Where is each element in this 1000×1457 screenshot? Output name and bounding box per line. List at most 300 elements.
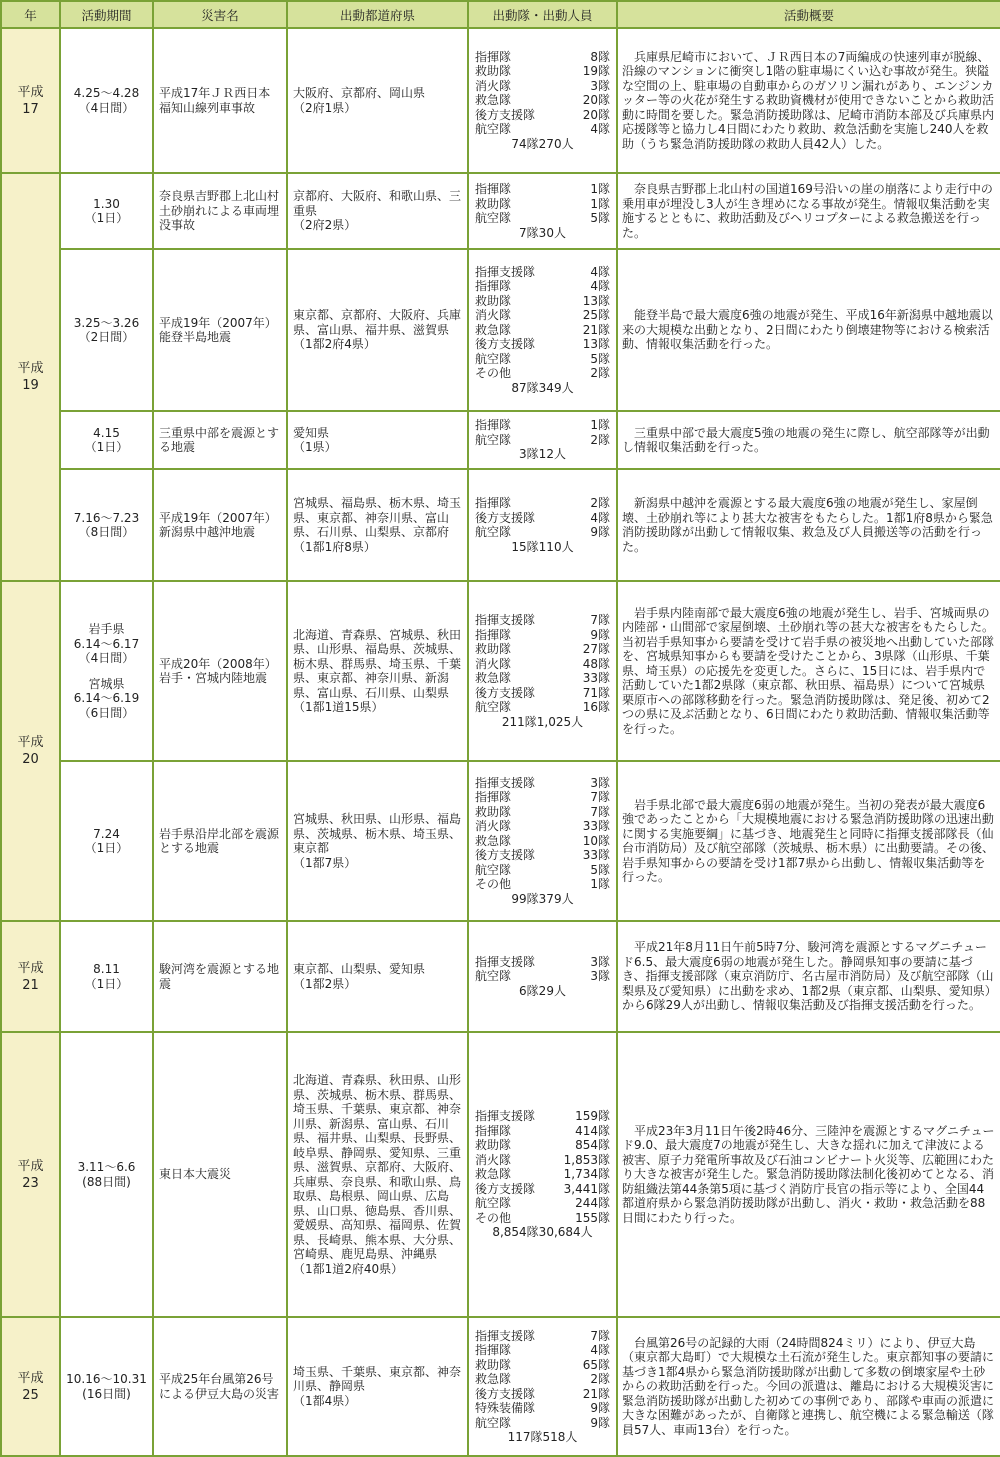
force-count: 65隊 [582, 1357, 610, 1372]
overview-text: 岩手県北部で最大震度6弱の地震が発生。当初の発表が最大震度6強であったことから「大規模地震における緊急消防援助隊の迅速出動に関する実施要綱」に基づき、地震発生と同時に指揮支援部隊長（仙台市消防局）及び航空部隊（茨城県、栃木県）に出動要請。その後、岩手県知事からの要請を受け1都7県から出動し、情報収集活動等を行った。 [617, 761, 1000, 921]
force-count: 21隊 [582, 1386, 610, 1401]
period-text: 7.24 [93, 826, 120, 841]
force-line [475, 686, 610, 701]
disaster-name: 平成17年ＪＲ西日本福知山線列車事故 [153, 28, 287, 173]
force-total: 117隊518人 [507, 1430, 578, 1444]
period-cell [60, 411, 153, 469]
prefectures-cell [287, 249, 468, 411]
force-line [475, 819, 610, 834]
force-type: 航空隊 [475, 351, 512, 366]
table-row [1, 1032, 1000, 1317]
force-count: 20隊 [582, 107, 610, 122]
force-line [475, 79, 610, 94]
force-count: 10隊 [582, 833, 610, 848]
forces-cell [468, 1317, 617, 1456]
force-type: 救助隊 [475, 642, 512, 656]
force-line [475, 955, 610, 970]
force-type: 指揮支援隊 [475, 613, 536, 627]
period-text: 1.30 [93, 196, 120, 211]
year-cell [1, 1317, 60, 1456]
year-cell [1, 581, 60, 921]
year-text: 23 [22, 1175, 39, 1191]
period-text: 8.11 [93, 962, 120, 976]
year-cell [1, 28, 60, 173]
prefectures-cell [287, 921, 468, 1032]
period-text: 4.25～4.28 [73, 86, 140, 100]
period-text: （2日間） [78, 330, 135, 344]
table-row [1, 411, 1000, 469]
force-count: 3隊 [590, 969, 610, 984]
force-line [475, 642, 610, 657]
force-line [475, 1124, 610, 1139]
force-line [475, 1211, 610, 1226]
force-type: 特殊装備隊 [475, 1401, 536, 1415]
force-type: 航空隊 [475, 211, 512, 225]
table-row [1, 921, 1000, 1032]
force-type: 指揮支援隊 [475, 954, 536, 969]
table-row [1, 469, 1000, 581]
force-count: 3隊 [590, 775, 610, 790]
force-type: 指揮隊 [475, 496, 512, 510]
period-text: （4日間） [78, 651, 135, 665]
force-line [475, 308, 610, 323]
force-line [475, 496, 610, 511]
force-count: 13隊 [582, 293, 610, 308]
force-type: 救助隊 [475, 1138, 512, 1153]
forces-cell [468, 173, 617, 249]
overview-text: 平成21年8月11日午前5時7分、駿河湾を震源とするマグニチュード6.5、最大震度6弱の地震が発生した。静岡県知事の要請に基づき、指揮支援部隊（東京消防庁、名古屋市消防局）及び航空部隊（山梨県及び愛知県）に出動を求め、1都2県（東京都、山梨県、愛知県）から6隊29人が出動し、情報収集活動及び指揮支援活動を行った。 [617, 921, 1000, 1032]
force-line [475, 418, 610, 433]
force-line [475, 877, 610, 892]
force-type: 指揮隊 [475, 1343, 512, 1357]
prefectures-cell [287, 411, 468, 469]
force-line [475, 1416, 610, 1431]
forces-cell [468, 411, 617, 469]
force-type: 救急隊 [475, 1372, 512, 1386]
table-row [1, 761, 1000, 921]
force-count: 5隊 [590, 351, 610, 366]
prefecture-list: 大阪府、京都府、岡山県 [293, 86, 426, 100]
disaster-name: 平成25年台風第26号による伊豆大島の災害 [153, 1317, 287, 1456]
force-count: 2隊 [590, 496, 610, 510]
force-type: 指揮支援隊 [475, 1328, 536, 1343]
force-line [475, 108, 610, 123]
prefecture-list: 埼玉県、千葉県、東京都、神奈川県、静岡県 [293, 1364, 462, 1394]
period-text: （1日） [84, 976, 129, 991]
year-cell [1, 173, 60, 581]
force-line [475, 525, 610, 540]
force-count: 4隊 [590, 264, 610, 279]
force-type: 後方支援隊 [475, 685, 536, 700]
period-text: （1日） [84, 440, 129, 454]
period-text: （8日間） [78, 525, 135, 539]
forces-cell [468, 469, 617, 581]
force-count: 1隊 [590, 182, 610, 196]
period-text: （6日間） [78, 705, 135, 720]
force-count: 1隊 [590, 418, 610, 433]
forces-cell [468, 581, 617, 761]
table-row [1, 249, 1000, 411]
prefecture-count: （1都1府8県） [293, 539, 376, 554]
force-type: 指揮隊 [475, 279, 512, 294]
period-text: 10.16～10.31 [66, 1372, 147, 1386]
year-cell [1, 1032, 60, 1317]
force-line [475, 1167, 610, 1182]
forces-cell [468, 249, 617, 411]
header-prefectures: 出動都道府県 [287, 1, 468, 28]
force-type: 救助隊 [475, 293, 512, 308]
force-type: その他 [475, 366, 512, 381]
force-line [475, 1182, 610, 1197]
disaster-name: 平成19年（2007年）能登半島地震 [153, 249, 287, 411]
force-type: 消火隊 [475, 819, 512, 834]
prefecture-count: （1都1道15県） [293, 700, 384, 714]
force-count: 1隊 [590, 196, 610, 211]
year-text: 19 [22, 378, 39, 393]
force-count: 7隊 [590, 804, 610, 819]
table-row [1, 28, 1000, 173]
force-line [475, 1387, 610, 1402]
force-total: 7隊30人 [519, 225, 566, 240]
force-type: 消火隊 [475, 308, 512, 323]
force-line [475, 93, 610, 108]
period-text: 6.14～6.19 [73, 691, 140, 705]
force-type: 救急隊 [475, 322, 512, 337]
force-count: 2隊 [590, 432, 610, 447]
disaster-name: 駿河湾を震源とする地震 [153, 921, 287, 1032]
header-period: 活動期間 [60, 1, 153, 28]
year-text: 平成 [17, 361, 44, 376]
force-count: 2隊 [590, 1372, 610, 1386]
force-line [475, 848, 610, 863]
period-cell [60, 469, 153, 581]
prefecture-list: 宮城県、福島県、栃木県、埼玉県、東京都、神奈川県、富山県、石川県、山梨県、京都府 [293, 496, 462, 539]
force-total: 3隊12人 [519, 447, 566, 462]
force-count: 4隊 [590, 1343, 610, 1357]
force-line [475, 790, 610, 805]
force-count: 25隊 [582, 308, 610, 323]
force-type: 後方支援隊 [475, 848, 536, 863]
year-text: 21 [22, 977, 39, 993]
force-type: 救助隊 [475, 804, 512, 819]
force-type: 救急隊 [475, 93, 512, 108]
force-line [475, 628, 610, 643]
overview-text: 新潟県中越沖を震源とする最大震度6強の地震が発生し、家屋倒壊、土砂崩れ等により甚大な被害をもたらした。1都1府8県から緊急消防援助隊が出動して情報収集、救急及び人員搬送等の活動を行った。 [617, 469, 1000, 581]
forces-cell [468, 761, 617, 921]
force-total: 211隊1,025人 [501, 714, 584, 729]
prefectures-cell [287, 173, 468, 249]
period-cell [60, 1317, 153, 1456]
force-type: 航空隊 [475, 432, 512, 447]
force-line [475, 613, 610, 628]
period-text: （1日） [84, 211, 129, 225]
period-cell [60, 249, 153, 411]
period-text: 岩手県 [88, 622, 125, 636]
year-text: 平成 [17, 84, 44, 100]
force-count: 3隊 [590, 78, 610, 93]
force-count: 7隊 [590, 1328, 610, 1343]
force-count: 5隊 [590, 862, 610, 877]
force-line [475, 1196, 610, 1211]
force-count: 33隊 [582, 671, 610, 685]
force-type: 航空隊 [475, 700, 512, 714]
prefecture-count: （2府1県） [293, 100, 357, 115]
force-line [475, 323, 610, 338]
overview-text: 平成23年3月11日午後2時46分、三陸沖を震源とするマグニチュード9.0、最大震度7の地震が発生し、大きな揺れに加えて津波による被害、原子力発電所事故及び石油コンビナート火災等、広範囲にわたり大きな被害が発生した。緊急消防援助隊法制化後初めてとなる、消防組織法第44条第5項に基づく消防庁長官の指示等により、全国44都道府県から緊急消防援助隊が出動し、消火・救助・救急活動を88日間にわたり行った。 [617, 1032, 1000, 1317]
disaster-name: 三重県中部を震源とする地震 [153, 411, 287, 469]
period-cell [60, 921, 153, 1032]
period-text: (88日間) [82, 1174, 131, 1189]
force-type: 後方支援隊 [475, 1386, 536, 1401]
overview-text: 奈良県吉野郡上北山村の国道169号沿いの崖の崩落により走行中の乗用車が埋没し3人が生き埋めになる事故が発生。情報収集活動を実施するとともに、救助活動及びヘリコプターによる救急搬送を行った。 [617, 173, 1000, 249]
prefectures-cell [287, 581, 468, 761]
force-type: 航空隊 [475, 1196, 512, 1211]
header-overview: 活動概要 [617, 1, 1000, 28]
prefecture-count: （1都2府4県） [293, 337, 376, 352]
prefecture-list: 京都府、大阪府、和歌山県、三重県 [293, 189, 462, 218]
force-total: 74隊270人 [511, 136, 574, 151]
period-text: 3.25～3.26 [73, 315, 140, 330]
period-text: 7.16～7.23 [73, 510, 140, 525]
table-header [1, 1, 1000, 28]
period-cell [60, 173, 153, 249]
force-type: 後方支援隊 [475, 107, 536, 122]
period-cell [60, 581, 153, 761]
force-count: 414隊 [575, 1123, 610, 1138]
overview-text: 三重県中部で最大震度5強の地震の発生に際し、航空部隊等が出動し情報収集活動を行った。 [617, 411, 1000, 469]
force-count: 13隊 [582, 337, 610, 352]
force-type: 航空隊 [475, 122, 512, 137]
force-count: 854隊 [575, 1138, 610, 1153]
prefecture-list: 愛知県 [293, 425, 330, 440]
force-line [475, 122, 610, 137]
prefectures-cell [287, 1032, 468, 1317]
force-count: 48隊 [582, 656, 610, 671]
force-line [475, 211, 610, 226]
disaster-name: 平成20年（2008年）岩手・宮城内陸地震 [153, 581, 287, 761]
header-disaster: 災害名 [153, 1, 287, 28]
period-cell [60, 1032, 153, 1317]
force-line [475, 805, 610, 820]
force-count: 33隊 [582, 819, 610, 834]
prefectures-cell [287, 761, 468, 921]
year-text: 平成 [17, 1158, 44, 1174]
force-type: 指揮支援隊 [475, 264, 536, 279]
force-count: 16隊 [582, 700, 610, 714]
force-type: 指揮隊 [475, 627, 512, 642]
disaster-name: 岩手県沿岸北部を震源とする地震 [153, 761, 287, 921]
force-line [475, 657, 610, 672]
force-count: 155隊 [575, 1210, 610, 1225]
force-line [475, 433, 610, 448]
force-line [475, 337, 610, 352]
period-text: (16日間) [82, 1386, 131, 1401]
force-count: 27隊 [582, 642, 610, 656]
prefecture-list: 北海道、青森県、宮城県、秋田県、山形県、福島県、茨城県、栃木県、群馬県、埼玉県、千葉県、東京都、神奈川県、新潟県、富山県、石川県、山梨県 [293, 627, 462, 700]
force-line [475, 511, 610, 526]
force-total: 8,854隊30,684人 [492, 1225, 593, 1240]
force-count: 21隊 [582, 322, 610, 337]
force-type: 救助隊 [475, 1357, 512, 1372]
year-cell [1, 921, 60, 1032]
force-line [475, 863, 610, 878]
force-type: 救助隊 [475, 64, 512, 79]
force-type: 指揮支援隊 [475, 1109, 536, 1124]
force-type: 航空隊 [475, 525, 512, 539]
force-type: 救急隊 [475, 671, 512, 685]
period-text: 宮城県 [88, 676, 125, 691]
force-count: 20隊 [582, 93, 610, 108]
force-count: 3,441隊 [563, 1181, 610, 1196]
year-text: 平成 [17, 1370, 44, 1386]
forces-cell [468, 921, 617, 1032]
prefecture-count: （1県） [293, 440, 337, 454]
force-line [475, 969, 610, 984]
year-text: 25 [22, 1387, 39, 1403]
force-line [475, 1329, 610, 1344]
force-count: 9隊 [590, 1415, 610, 1430]
table-row [1, 1317, 1000, 1456]
force-count: 3隊 [590, 954, 610, 969]
force-type: その他 [475, 1210, 512, 1225]
force-count: 7隊 [590, 613, 610, 627]
overview-text: 台風第26号の記録的大雨（24時間824ミリ）により、伊豆大島（東京都大島町）で大規模な土石流が発生した。東京都知事の要請に基づき1都4県から緊急消防援助隊が出動して多数の倒壊家屋や土砂からの救助活動を行った。今回の派遣は、離島における大規模災害に緊急消防援助隊が出動した初めての事例であり、部隊や車両の派遣に大きな困難があったが、自衛隊と連携し、航空機による緊急輸送（隊員57人、車両13台）を行った。 [617, 1317, 1000, 1456]
force-count: 244隊 [575, 1196, 610, 1211]
force-type: 後方支援隊 [475, 337, 536, 352]
year-text: 平成 [17, 960, 44, 976]
force-line [475, 352, 610, 367]
force-type: 救急隊 [475, 833, 512, 848]
period-cell [60, 761, 153, 921]
prefecture-list: 東京都、京都府、大阪府、兵庫県、富山県、福井県、滋賀県 [293, 308, 462, 337]
force-count: 19隊 [582, 64, 610, 79]
force-line [475, 294, 610, 309]
force-count: 9隊 [590, 627, 610, 642]
force-count: 71隊 [582, 685, 610, 700]
force-type: 後方支援隊 [475, 510, 536, 525]
prefecture-count: （1都2県） [293, 976, 357, 991]
prefecture-count: （1都4県） [293, 1393, 357, 1408]
year-text: 平成 [17, 735, 44, 750]
force-type: 指揮隊 [475, 182, 512, 196]
force-count: 4隊 [590, 122, 610, 137]
force-total: 6隊29人 [519, 983, 566, 998]
force-line [475, 366, 610, 381]
force-type: 救助隊 [475, 196, 512, 211]
prefecture-count: （1都1道2府40県） [293, 1261, 404, 1276]
forces-cell [468, 28, 617, 173]
force-line [475, 1138, 610, 1153]
force-type: 航空隊 [475, 1415, 512, 1430]
prefecture-list: 宮城県、秋田県、山形県、福島県、茨城県、栃木県、埼玉県、東京都 [293, 812, 462, 855]
force-line [475, 50, 610, 65]
force-count: 8隊 [590, 49, 610, 64]
force-line [475, 700, 610, 715]
force-line [475, 197, 610, 212]
overview-text: 兵庫県尼崎市において、ＪＲ西日本の7両編成の快速列車が脱線、沿線のマンションに衝突し1階の駐車場にくい込む事故が発生。狭隘な空間の上、駐車場の自動車からのガソリン漏れがあり、エンジンカッター等の火花が発生する救助資機材が使用できないことから救助活動に時間を要した。緊急消防援助隊は、尼崎市消防本部及び兵庫県内応援隊等と協力し4日間にわたり救助、救急活動を実施し240人を救助（うち緊急消防援助隊の救助人員42人）した。 [617, 28, 1000, 173]
prefecture-list: 東京都、山梨県、愛知県 [293, 962, 426, 976]
force-line [475, 671, 610, 686]
period-text: 4.15 [93, 425, 120, 440]
header-forces: 出動隊・出動人員 [468, 1, 617, 28]
force-total: 99隊379人 [511, 891, 574, 906]
force-line [475, 1109, 610, 1124]
force-count: 1,734隊 [563, 1167, 610, 1182]
force-line [475, 279, 610, 294]
force-line [475, 1372, 610, 1387]
prefecture-count: （2府2県） [293, 218, 357, 233]
force-total: 87隊349人 [511, 380, 574, 395]
overview-text: 岩手県内陸南部で最大震度6強の地震が発生し、岩手、宮城両県の内陸部・山間部で家屋倒壊、土砂崩れ等の甚大な被害をもたらした。当初岩手県知事から要請を受けて岩手県の被災地へ出動していた部隊を、宮城県知事からも要請を受けたことから、3県隊（山形県、千葉県、埼玉県）の応援先を変更した。さらに、15日には、岩手県内で活動していた1都2県隊（東京都、秋田県、福島県）について宮城県栗原市への部隊移動を行った。緊急消防援助隊は、発足後、初めて2つの県に及ぶ活動となり、6日間にわたり救助活動、情報収集活動等を行った。 [617, 581, 1000, 761]
year-text: 20 [22, 752, 39, 767]
force-type: 消火隊 [475, 656, 512, 671]
period-text: 3.11～6.6 [77, 1160, 136, 1174]
force-total: 15隊110人 [511, 539, 574, 554]
force-count: 9隊 [590, 525, 610, 539]
force-type: 救急隊 [475, 1167, 512, 1182]
overview-text: 能登半島で最大震度6強の地震が発生、平成16年新潟県中越地震以来の大規模な出動となり、2日間にわたり倒壊建物等における検索活動、情報収集活動を行った。 [617, 249, 1000, 411]
period-cell [60, 28, 153, 173]
force-count: 7隊 [590, 790, 610, 805]
force-line [475, 1401, 610, 1416]
force-count: 33隊 [582, 848, 610, 863]
force-line [475, 64, 610, 79]
force-line [475, 1343, 610, 1358]
force-count: 9隊 [590, 1401, 610, 1415]
force-type: 航空隊 [475, 862, 512, 877]
force-line [475, 776, 610, 791]
force-type: 指揮隊 [475, 49, 512, 64]
prefecture-count: （1都7県） [293, 855, 357, 870]
force-type: 航空隊 [475, 969, 512, 984]
force-type: その他 [475, 877, 512, 892]
force-type: 後方支援隊 [475, 1181, 536, 1196]
force-type: 指揮隊 [475, 1123, 512, 1138]
disaster-name: 平成19年（2007年）新潟県中越沖地震 [153, 469, 287, 581]
force-line [475, 1358, 610, 1373]
force-count: 159隊 [575, 1109, 610, 1124]
header-year: 年 [1, 1, 60, 28]
prefectures-cell [287, 28, 468, 173]
prefectures-cell [287, 469, 468, 581]
period-text: （1日） [84, 841, 129, 855]
force-type: 消火隊 [475, 1152, 512, 1167]
force-count: 4隊 [590, 279, 610, 294]
period-text-gap [66, 666, 147, 677]
year-text: 17 [22, 101, 39, 117]
period-text: （4日間） [78, 100, 135, 115]
table-row [1, 581, 1000, 761]
period-text: 6.14～6.17 [73, 636, 140, 651]
force-count: 4隊 [590, 510, 610, 525]
forces-cell [468, 1032, 617, 1317]
prefectures-cell [287, 1317, 468, 1456]
force-type: 消火隊 [475, 78, 512, 93]
disaster-name: 東日本大震災 [153, 1032, 287, 1317]
prefecture-list: 北海道、青森県、秋田県、山形県、茨城県、栃木県、群馬県、埼玉県、千葉県、東京都、神奈川県、新潟県、富山県、石川県、福井県、山梨県、長野県、岐阜県、静岡県、愛知県、三重県、滋賀県、京都府、大阪府、兵庫県、奈良県、和歌山県、鳥取県、島根県、岡山県、広島県、山口県、徳島県、香川県、愛媛県、高知県、福岡県、佐賀県、長崎県、熊本県、大分県、宮崎県、鹿児島県、沖縄県 [293, 1073, 462, 1261]
force-type: 指揮支援隊 [475, 775, 536, 790]
force-count: 1隊 [590, 877, 610, 892]
force-line [475, 1153, 610, 1168]
disaster-name: 奈良県吉野郡上北山村土砂崩れによる車両埋没事故 [153, 173, 287, 249]
force-line [475, 265, 610, 280]
force-count: 2隊 [590, 366, 610, 381]
force-type: 指揮隊 [475, 790, 512, 805]
force-type: 指揮隊 [475, 418, 512, 433]
force-line [475, 182, 610, 197]
force-count: 5隊 [590, 211, 610, 225]
force-line [475, 834, 610, 849]
